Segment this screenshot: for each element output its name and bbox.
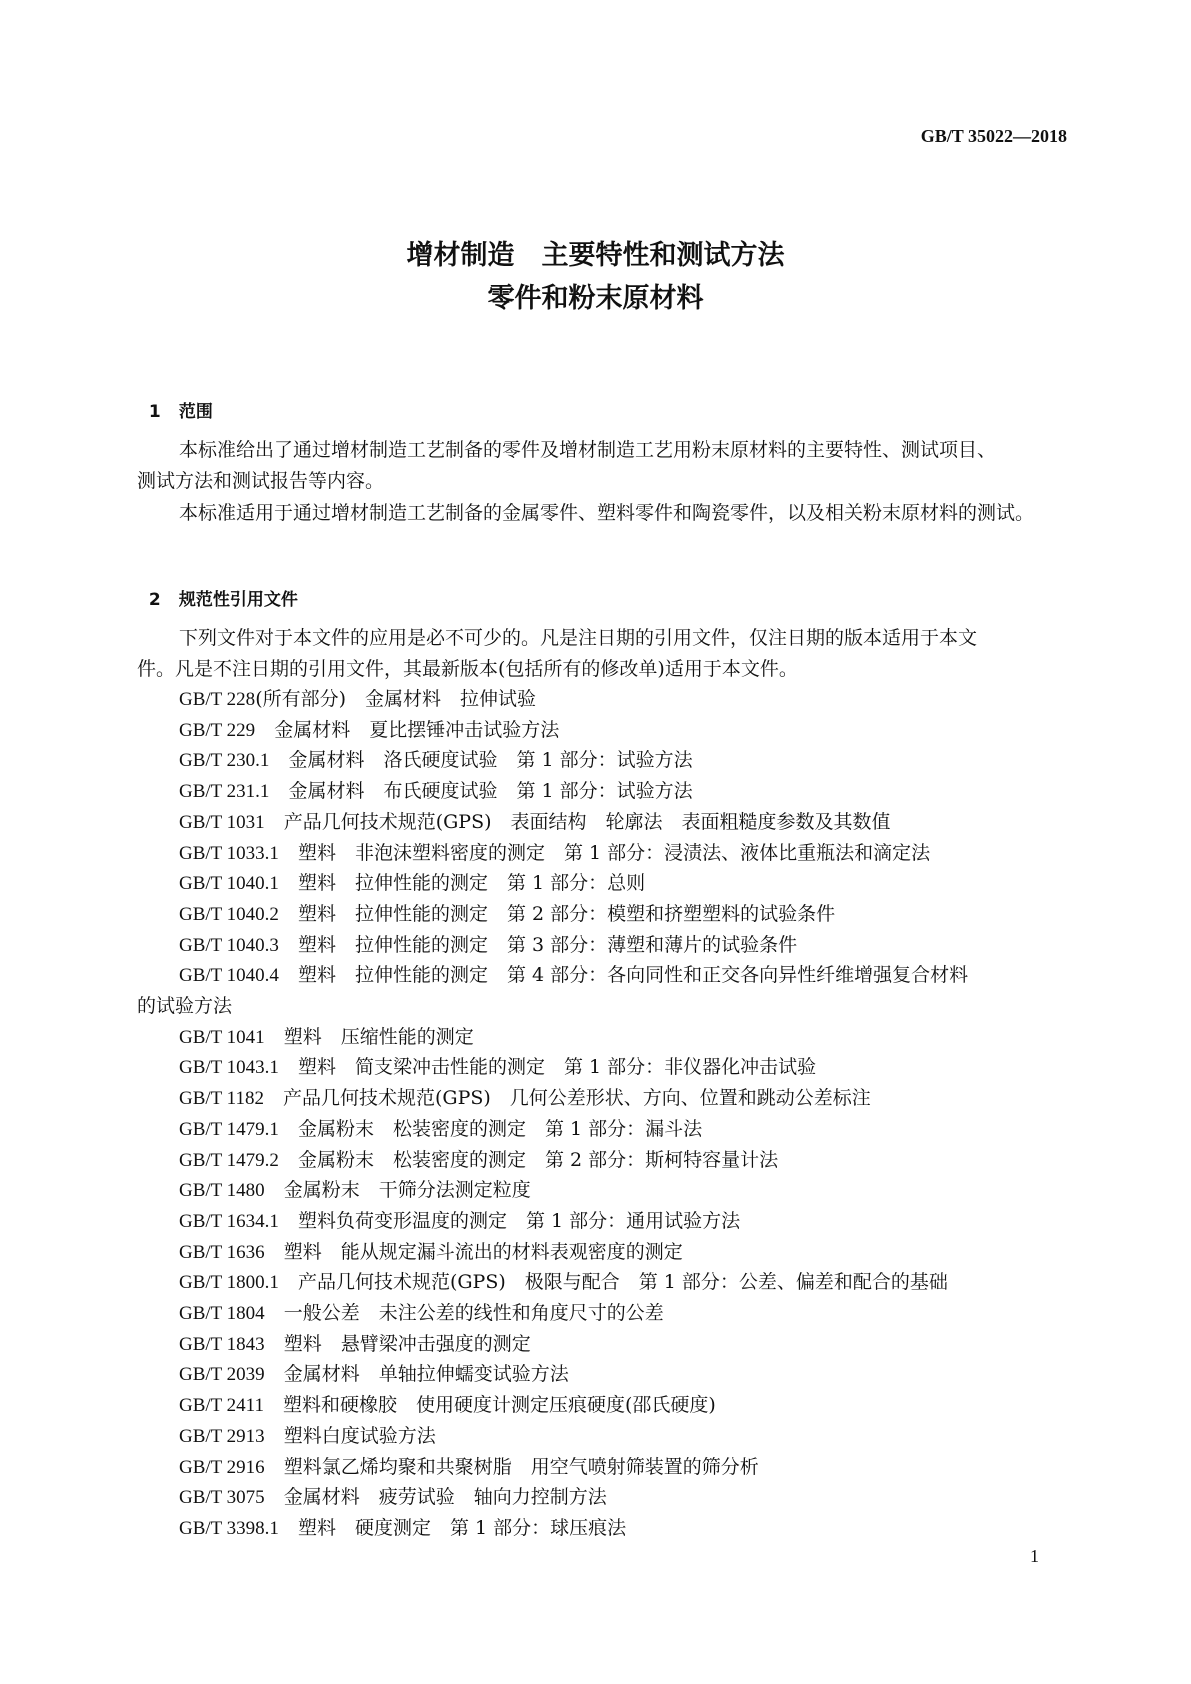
reference-code: GB/T 229 <box>179 719 256 741</box>
section-1-heading <box>137 377 213 422</box>
section-number: 2 <box>148 590 161 610</box>
reference-title: 塑料 简支梁冲击性能的测定 第 1 部分：非仪器化冲击试验 <box>278 1056 817 1079</box>
reference-code: GB/T 3398.1 <box>179 1517 279 1539</box>
reference-code: GB/T 1040.1 <box>179 873 279 895</box>
reference-item <box>179 779 693 804</box>
reference-code: GB/T 1800.1 <box>179 1272 279 1294</box>
reference-item <box>179 1240 683 1265</box>
reference-item <box>179 1332 531 1357</box>
reference-code: GB/T 228 <box>179 689 256 710</box>
reference-item <box>179 718 559 743</box>
reference-code: GB/T 1033.1 <box>179 842 279 864</box>
reference-item <box>179 1117 702 1142</box>
reference-code: GB/T 1182 <box>179 1088 264 1110</box>
reference-item <box>179 1025 474 1050</box>
reference-title: 金属材料 布氏硬度试验 第 1 部分：试验方法 <box>269 780 693 803</box>
reference-code: GB/T 1480 <box>179 1180 265 1202</box>
reference-code: GB/T 1479.1 <box>179 1118 279 1140</box>
reference-item <box>179 1086 871 1111</box>
reference-code: GB/T 1040.4 <box>179 965 279 987</box>
reference-item <box>179 1393 716 1418</box>
paragraph-line: 本标准给出了通过增材制造工艺制备的零件及增材制造工艺用粉末原材料的主要特性、测试项目、 <box>179 439 997 461</box>
reference-item <box>179 1455 759 1480</box>
paragraph: 本标准适用于通过增材制造工艺制备的金属零件、塑料零件和陶瓷零件，以及相关粉末原材料的测试。 <box>179 502 1035 524</box>
reference-title: 塑料 硬度测定 第 1 部分：球压痕法 <box>278 1516 627 1539</box>
reference-code: GB/T 3075 <box>179 1487 265 1509</box>
reference-item <box>179 1178 531 1203</box>
paragraph-line: 下列文件对于本文件的应用是必不可少的。凡是注日期的引用文件，仅注日期的版本适用于本文 <box>179 627 978 649</box>
document-title-line1: 增材制造 主要特性和测试方法 <box>406 240 785 271</box>
reference-title: 金属材料 疲劳试验 轴向力控制方法 <box>264 1486 607 1509</box>
reference-title: 塑料 压缩性能的测定 <box>264 1025 474 1048</box>
reference-title: 塑料 能从规定漏斗流出的材料表观密度的测定 <box>264 1240 683 1263</box>
reference-code: GB/T 2411 <box>179 1395 264 1417</box>
reference-item <box>179 687 536 712</box>
reference-item <box>179 1485 607 1510</box>
reference-item <box>179 871 645 896</box>
reference-title: 金属材料 夏比摆锤冲击试验方法 <box>255 718 560 741</box>
document-title-line2: 零件和粉末原材料 <box>487 283 704 314</box>
reference-code: GB/T 230.1 <box>179 750 270 772</box>
page-number: 1 <box>1030 1546 1039 1566</box>
reference-title: 塑料 拉伸性能的测定 第 1 部分：总则 <box>278 872 646 895</box>
reference-item <box>179 933 797 958</box>
reference-title: 塑料 拉伸性能的测定 第 2 部分：模塑和挤塑塑料的试验条件 <box>278 902 836 925</box>
reference-code: GB/T 1479.2 <box>179 1149 279 1171</box>
paragraph-line: 测试方法和测试报告等内容。 <box>137 470 385 492</box>
reference-title: 产品几何技术规范(GPS) 表面结构 轮廓法 表面粗糙度参数及其数值 <box>264 810 891 833</box>
reference-item <box>179 902 835 927</box>
reference-title: 塑料 非泡沫塑料密度的测定 第 1 部分：浸渍法、液体比重瓶法和滴定法 <box>278 841 931 864</box>
reference-item <box>179 1055 816 1080</box>
reference-item <box>179 1148 778 1173</box>
reference-item <box>179 1209 740 1234</box>
reference-code: GB/T 231.1 <box>179 781 270 803</box>
reference-code: GB/T 1634.1 <box>179 1210 279 1232</box>
reference-code: GB/T 1636 <box>179 1241 265 1263</box>
document-number: GB/T 35022—2018 <box>920 126 1067 146</box>
section-2-heading <box>137 565 298 610</box>
reference-title: 产品几何技术规范(GPS) 极限与配合 第 1 部分：公差、偏差和配合的基础 <box>278 1271 948 1294</box>
reference-title: 金属材料 单轴拉伸蠕变试验方法 <box>264 1363 569 1386</box>
reference-title: 金属粉末 松装密度的测定 第 1 部分：漏斗法 <box>278 1117 703 1140</box>
reference-title: 金属材料 洛氏硬度试验 第 1 部分：试验方法 <box>269 749 693 772</box>
reference-code: GB/T 1031 <box>179 811 265 833</box>
reference-code: GB/T 1040.3 <box>179 934 279 956</box>
reference-code: GB/T 2039 <box>179 1364 265 1386</box>
reference-title: 一般公差 未注公差的线性和角度尺寸的公差 <box>264 1302 664 1324</box>
reference-item <box>179 748 693 773</box>
reference-title: 塑料 拉伸性能的测定 第 4 部分：各向同性和正交各向异性纤维增强复合材料 <box>278 964 969 987</box>
reference-code: GB/T 1041 <box>179 1026 265 1048</box>
section-number: 1 <box>148 402 161 422</box>
reference-item <box>179 810 891 835</box>
reference-code: GB/T 1843 <box>179 1333 265 1355</box>
reference-title: 塑料 悬臂梁冲击强度的测定 <box>264 1332 531 1355</box>
reference-code: GB/T 2913 <box>179 1425 265 1447</box>
reference-title-continuation: 的试验方法 <box>137 995 233 1017</box>
reference-title: 塑料负荷变形温度的测定 第 1 部分：通用试验方法 <box>278 1209 741 1232</box>
reference-title: 塑料和硬橡胶 使用硬度计测定压痕硬度(邵氏硬度) <box>263 1394 716 1417</box>
reference-item <box>179 963 968 988</box>
reference-title: 塑料 拉伸性能的测定 第 3 部分：薄塑和薄片的试验条件 <box>278 933 798 956</box>
paragraph-line: 件。凡是不注日期的引用文件，其最新版本(包括所有的修改单)适用于本文件。 <box>137 658 798 680</box>
reference-code: GB/T 1043.1 <box>179 1057 279 1079</box>
reference-code: GB/T 1040.2 <box>179 903 279 925</box>
reference-item <box>179 1516 626 1541</box>
reference-item <box>179 1270 948 1295</box>
reference-item <box>179 1424 436 1449</box>
reference-code: GB/T 1804 <box>179 1303 265 1324</box>
reference-title: 金属粉末 干筛分法测定粒度 <box>264 1179 531 1202</box>
reference-item <box>179 1362 569 1387</box>
section-title: 范围 <box>178 402 213 422</box>
reference-item <box>179 1301 664 1326</box>
reference-item <box>179 841 930 866</box>
reference-title: 金属粉末 松装密度的测定 第 2 部分：斯柯特容量计法 <box>278 1148 779 1171</box>
reference-title: 塑料白度试验方法 <box>264 1424 436 1447</box>
reference-title: 产品几何技术规范(GPS) 几何公差形状、方向、位置和跳动公差标注 <box>263 1087 871 1110</box>
reference-title: 塑料氯乙烯均聚和共聚树脂 用空气喷射筛装置的筛分析 <box>264 1455 759 1478</box>
reference-code: GB/T 2916 <box>179 1456 265 1478</box>
section-title: 规范性引用文件 <box>178 590 298 610</box>
reference-title: (所有部分) 金属材料 拉伸试验 <box>255 688 537 710</box>
